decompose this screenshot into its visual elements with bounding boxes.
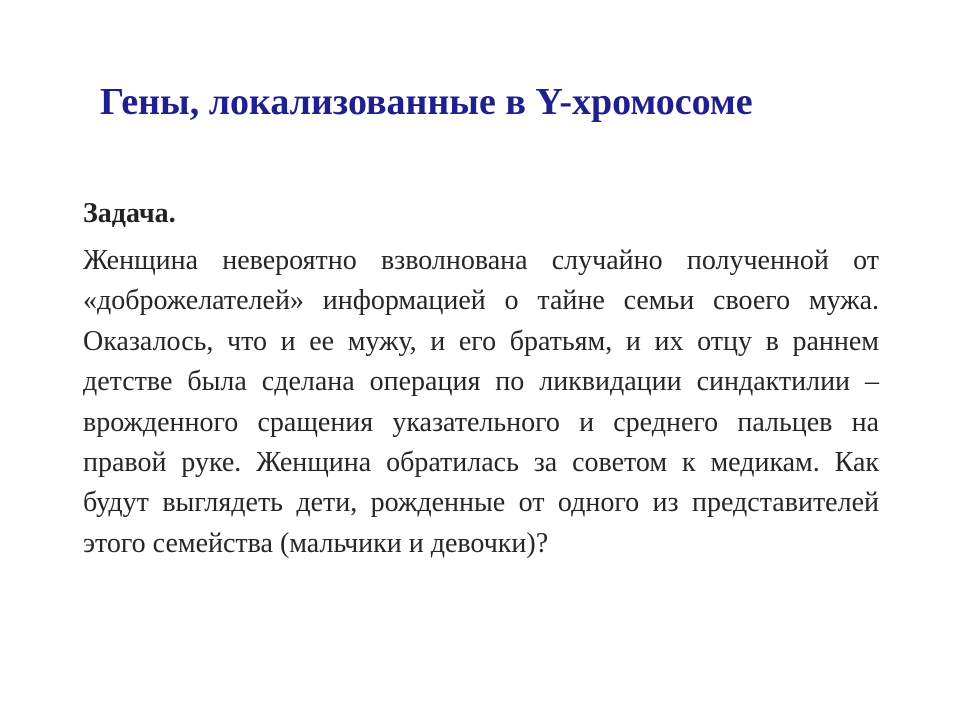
task-text: Женщина невероятно взволнована случайно полученной от «доброжелателей» информацией о тайне семьи своего мужа. Оказалось, что и ее мужу, и его братьям, и их отцу в раннем детстве была сделана операция по ликвидации синдактилии – врожденного сращения указательного и среднего пальцев на правой руке. Женщина обратилась за советом к медикам. Как будут выглядеть дети, рожденные от одного из представителей этого семейства (мальчики и девочки)? xyxy=(83,245,879,559)
task-label: Задача. xyxy=(83,198,176,229)
slide-title: Гены, локализованные в Y-хромосоме xyxy=(100,81,753,123)
